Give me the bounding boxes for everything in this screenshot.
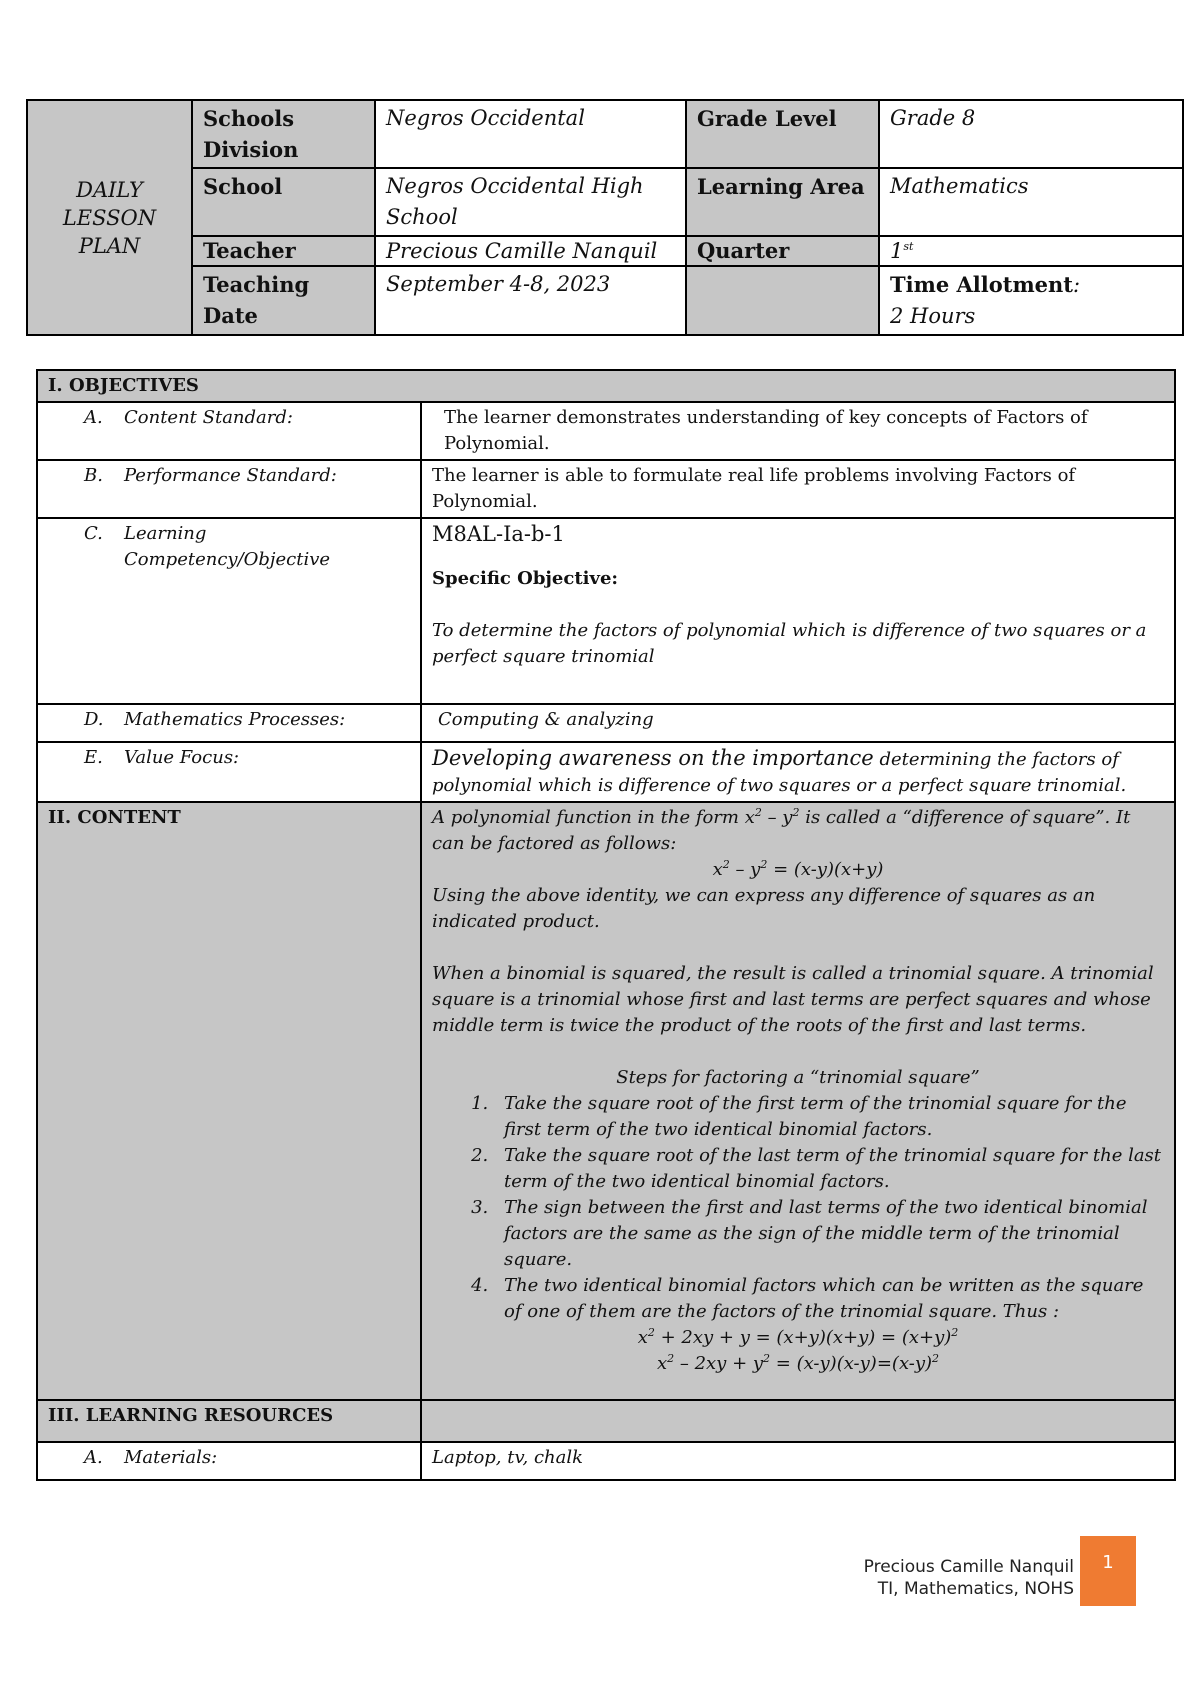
learning-resources-empty xyxy=(421,1400,1175,1442)
math-processes-value: Computing & analyzing xyxy=(421,704,1175,742)
teacher-label: Teacher xyxy=(192,236,375,266)
materials-value: Laptop, tv, chalk xyxy=(421,1442,1175,1480)
school-value: Negros Occidental High School xyxy=(375,168,686,236)
step-item: 1. Take the square root of the first term of the trinomial square for the first term of the two identical binomial factors. xyxy=(494,1091,1164,1143)
schools-division-value: Negros Occidental xyxy=(375,100,686,168)
teacher-value: Precious Camille Nanquil xyxy=(375,236,686,266)
content-body xyxy=(421,802,1175,1400)
difference-identity: $x^2 - y^2 = (x-y)(x+y)$ xyxy=(712,858,884,880)
math-processes-label: D. Mathematics Processes: xyxy=(37,704,421,742)
page-number-badge: 1 xyxy=(1080,1536,1136,1606)
learning-area-value: Mathematics xyxy=(879,168,1183,236)
identity-usage-text: Using the above identity, we can express any difference of squares as an indicated product. xyxy=(432,885,1096,932)
teaching-date-label: Teaching Date xyxy=(192,266,375,335)
content-heading: II. CONTENT xyxy=(37,802,421,1400)
quarter-value: 1st xyxy=(879,236,1183,266)
value-focus-value: Developing awareness on the importance determining the factors of polynomial which is difference of two squares or a perfect square trinomial. xyxy=(421,742,1175,802)
empty-cell xyxy=(686,266,879,335)
trinomial-identity-plus: $x^2 + 2xy + y = (x+y)(x+y) = (x+y)^2$ xyxy=(637,1326,959,1348)
materials-label: A. Materials: xyxy=(37,1442,421,1480)
lesson-header-table xyxy=(26,99,1184,336)
steps-list xyxy=(432,1091,1164,1325)
footer-author xyxy=(864,1556,1074,1600)
lesson-body-table xyxy=(36,369,1176,1481)
step-item: 2. Take the square root of the last term of the trinomial square for the last term of the two identical binomial factors. xyxy=(494,1143,1164,1195)
content-standard-value: The learner demonstrates understanding of key concepts of Factors of Polynomial. xyxy=(421,402,1175,460)
trinomial-square-definition: When a binomial is squared, the result is called a trinomial square. A trinomial square is a trinomial whose first and last terms are perfect squares and whose middle term is twice the product of the roots of the first and last terms. xyxy=(432,963,1154,1036)
step-item: 3. The sign between the first and last terms of the two identical binomial factors are the same as the sign of the middle term of the trinomial square. xyxy=(494,1195,1164,1273)
learning-competency-label: C. Learning Competency/Objective xyxy=(37,518,421,704)
competency-code: M8AL-Ia-b-1 xyxy=(432,522,565,546)
time-allotment: Time Allotment: 2 Hours xyxy=(879,266,1183,335)
objectives-heading: I. OBJECTIVES xyxy=(37,370,1175,402)
school-label: School xyxy=(192,168,375,236)
step-item: 4. The two identical binomial factors which can be written as the square of one of them are the factors of the trinomial square. Thus : xyxy=(494,1273,1164,1325)
performance-standard-label: B. Performance Standard: xyxy=(37,460,421,518)
specific-objective-label: Specific Objective: xyxy=(432,568,619,589)
grade-level-label: Grade Level xyxy=(686,100,879,168)
dlp-title: DAILY LESSON PLAN xyxy=(27,100,192,335)
difference-of-squares-definition: A polynomial function in the form $x^2 - y^2$ is called a “difference of square”. It can be factored as follows: xyxy=(432,806,1131,854)
trinomial-identity-minus: $x^2 - 2xy + y^2 = (x-y)(x-y)=(x-y)^2$ xyxy=(656,1352,940,1374)
content-standard-label: A. Content Standard: xyxy=(37,402,421,460)
specific-objective-value: To determine the factors of polynomial which is difference of two squares or a perfect square trinomial xyxy=(432,620,1147,667)
learning-area-label: Learning Area xyxy=(686,168,879,236)
learning-competency-value xyxy=(421,518,1175,704)
learning-resources-heading: III. LEARNING RESOURCES xyxy=(37,1400,421,1442)
schools-division-label: Schools Division xyxy=(192,100,375,168)
teaching-date-value: September 4-8, 2023 xyxy=(375,266,686,335)
value-focus-label: E. Value Focus: xyxy=(37,742,421,802)
footer-author-name: Precious Camille Nanquil xyxy=(863,1557,1074,1577)
quarter-label: Quarter xyxy=(686,236,879,266)
steps-title: Steps for factoring a “trinomial square” xyxy=(616,1067,980,1088)
footer-author-position: TI, Mathematics, NOHS xyxy=(877,1579,1074,1599)
grade-level-value: Grade 8 xyxy=(879,100,1183,168)
performance-standard-value: The learner is able to formulate real life problems involving Factors of Polynomial. xyxy=(421,460,1175,518)
